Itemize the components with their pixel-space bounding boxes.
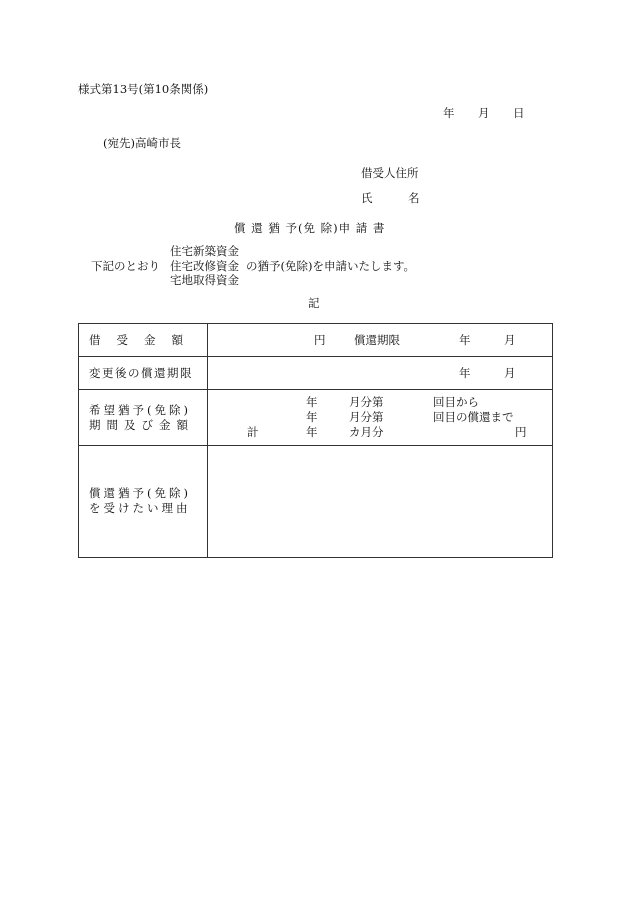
reason-label-2: を受けたい理由	[89, 501, 191, 515]
applicant-name-label-1: 氏	[361, 191, 373, 205]
deferral-total-months: カ月分	[349, 425, 384, 439]
repayment-term-month: 月	[504, 333, 516, 347]
deferral-total-label: 計	[247, 425, 259, 439]
deferral-to-year: 年	[306, 410, 318, 424]
document-title: 償 還 猶 予(免 除)申 請 書	[234, 221, 386, 235]
deferral-total-year: 年	[306, 425, 318, 439]
loan-amount-label: 借受金額	[89, 333, 199, 347]
intro-suffix: の猶予(免除)を申請いたします。	[246, 259, 416, 273]
form-number: 様式第13号(第10条関係)	[78, 82, 209, 96]
changed-term-month: 月	[504, 366, 516, 380]
deferral-from-count: 回目から	[433, 395, 479, 409]
applicant-address-label: 借受人住所	[361, 166, 419, 180]
deferral-from-year: 年	[306, 395, 318, 409]
addressee: (宛先)高崎市長	[103, 136, 181, 150]
intro-fund-3: 宅地取得資金	[170, 273, 239, 287]
repayment-term-label: 償還期限	[354, 333, 400, 347]
deferral-to-month: 月分第	[349, 410, 384, 424]
deferral-from-month: 月分第	[349, 395, 384, 409]
changed-term-year: 年	[459, 366, 471, 380]
ki-mark: 記	[308, 296, 320, 310]
reason-label-1: 償還猶予(免除)	[89, 486, 191, 500]
reason-field[interactable]	[208, 446, 552, 557]
loan-amount-yen: 円	[314, 333, 326, 347]
date-year: 年	[443, 106, 455, 120]
intro-fund-1: 住宅新築資金	[170, 244, 239, 258]
repayment-term-year: 年	[459, 333, 471, 347]
deferral-period-label-2: 期間及び金額	[89, 418, 194, 432]
application-table	[78, 323, 553, 558]
changed-term-label: 変更後の償還期限	[89, 366, 193, 380]
applicant-name-label-2: 名	[408, 191, 420, 205]
intro-fund-2: 住宅改修資金	[170, 259, 239, 273]
date-month: 月	[478, 106, 490, 120]
intro-prefix: 下記のとおり	[91, 259, 160, 273]
deferral-to-count: 回目の償還まで	[433, 410, 514, 424]
deferral-total-yen: 円	[515, 425, 527, 439]
date-day: 日	[513, 106, 525, 120]
deferral-period-label-1: 希望猶予(免除)	[89, 403, 191, 417]
